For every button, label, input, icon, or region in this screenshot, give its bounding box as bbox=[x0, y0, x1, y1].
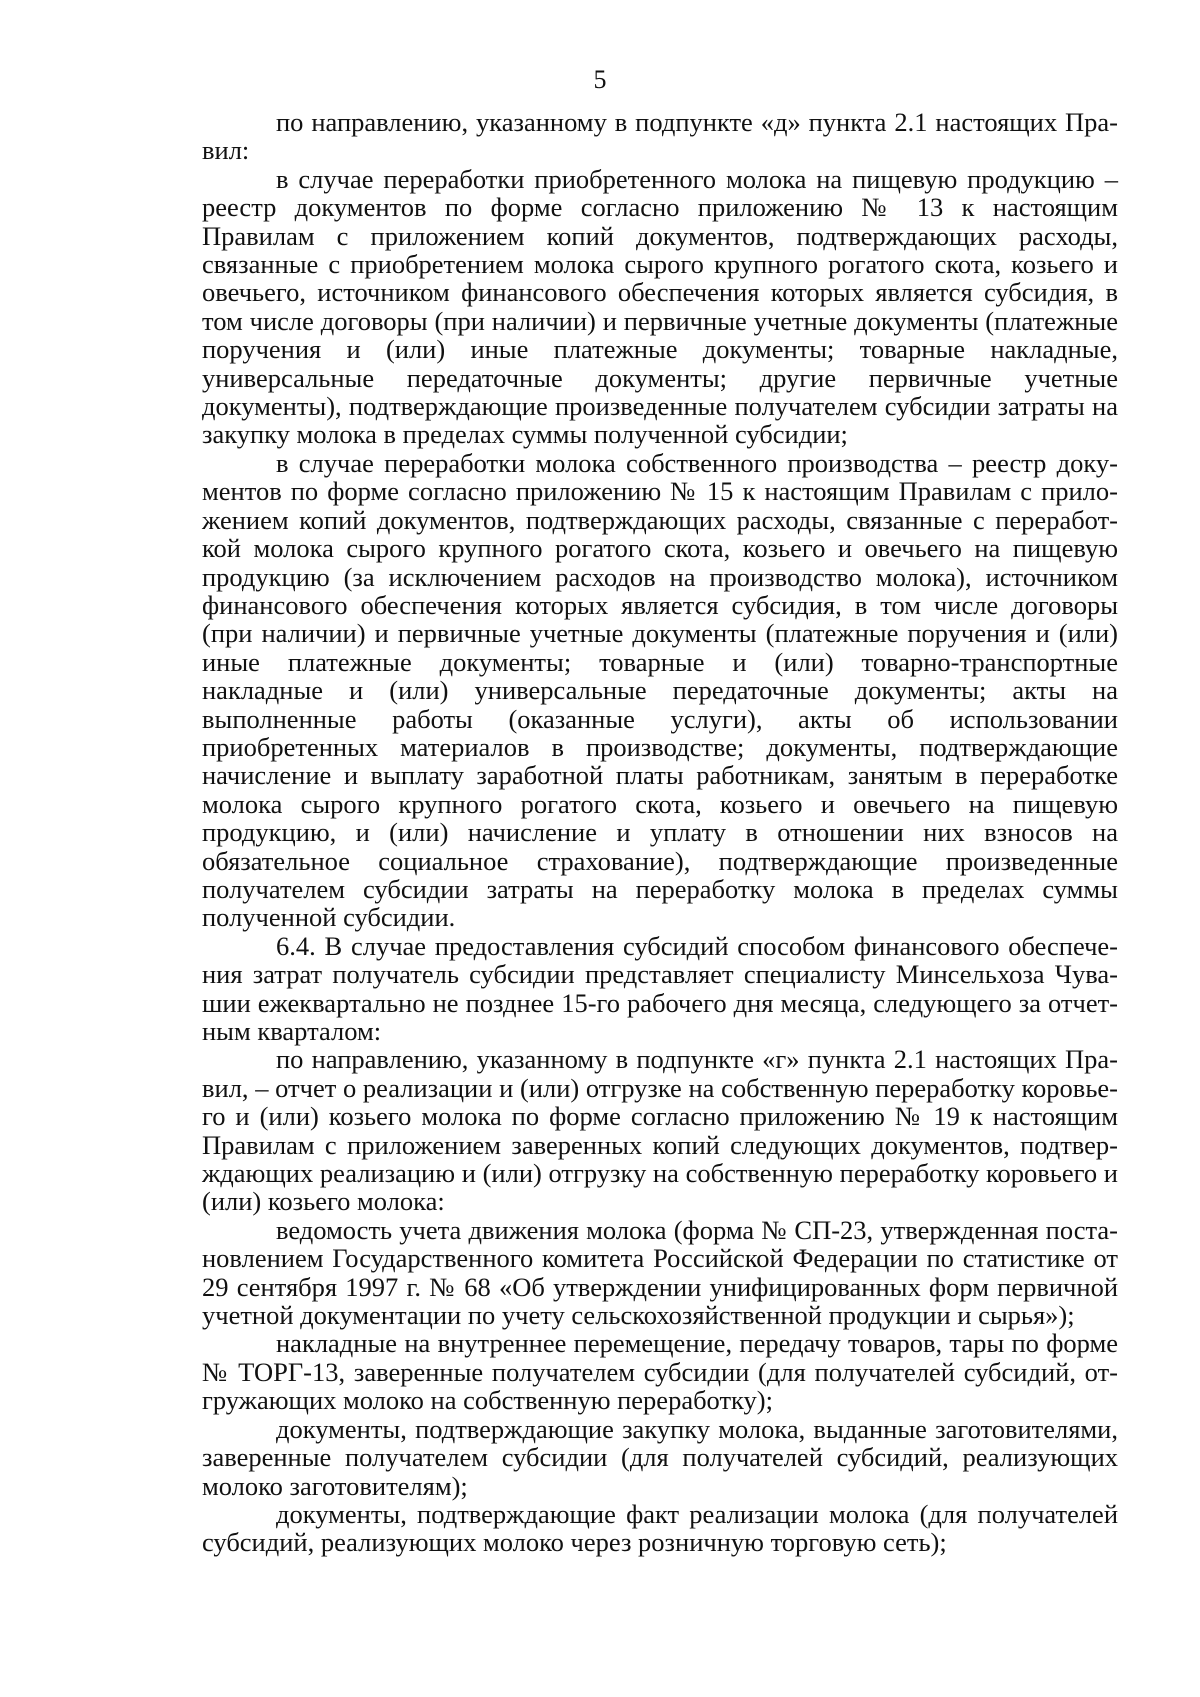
page-number: 5 bbox=[593, 65, 607, 94]
paragraph: накладные на внутреннее перемещение, передачу товаров, тары по форме № ТОРГ-13, заверенные получателем субсидии (для получателей субсидий, отгружающих молоко на собственную переработку); bbox=[202, 1328, 1118, 1416]
paragraph: в случае переработки молока собственного производства – реестр документов по форме согласно приложению № 15 к настоящим Правилам с приложением копий документов, подтверждающих расходы, связанные с переработкой молока сырого крупного рогатого скота, козьего и овечьего на пищевую продукцию (за исключением расходов на производство молока), источником финансового обеспечения которых является субсидия, в том числе договоры (при наличии) и первичные учетные документы (платежные поручения и (или) иные платежные документы; товарные и (или) товарно-транспортные накладные и (или) универсальные передаточные документы; акты на выполненные работы (оказанные услуги), акты об использовании приобретенных материалов в производстве; документы, подтверждающие начисление и выплату заработной платы работникам, занятым в переработке молока сырого крупного рогатого скота, козьего и овечьего на пищевую продукцию, и (или) начисление и уплату в отношении них взносов на обязательное социальное страхование), подтверждающие произведенные получателем субсидии затраты на переработку молока в пределах суммы полученной субсидии. bbox=[202, 447, 1118, 933]
paragraph: 6.4. В случае предоставления субсидий способом финансового обеспечения затрат получатель субсидии представляет специалисту Минсельхоза Чувашии ежеквартально не позднее 15-го рабочего дня месяца, следующего за отчетным кварталом: bbox=[202, 930, 1118, 1046]
paragraph: ведомость учета движения молока (форма № СП-23, утвержденная постановлением Государственного комитета Российской Федерации по статистике от 29 сентября 1997 г. № 68 «Об утверждении унифицированных форм первичной учетной документации по учету сельскохозяйственной продукции и сырья»); bbox=[202, 1214, 1118, 1331]
paragraph: документы, подтверждающие факт реализации молока (для получателей субсидий, реализующих молоко через розничную торговую сеть); bbox=[202, 1498, 1118, 1558]
paragraph: по направлению, указанному в подпункте «д» пункта 2.1 настоящих Правил: bbox=[202, 107, 1118, 166]
paragraph: по направлению, указанному в подпункте «г» пункта 2.1 настоящих Правил, – отчет о реализации и (или) отгрузке на собственную переработку коровьего и (или) козьего молока по форме согласно приложению № 19 к настоящим Правилам с приложением заверенных копий следующих документов, подтверждающих реализацию и (или) отгрузку на собственную переработку коровьего и (или) козьего молока: bbox=[202, 1044, 1118, 1217]
paragraph: в случае переработки приобретенного молока на пищевую продукцию – реестр документов по форме согласно приложению № 13 к настоящим Правилам с приложением копий документов, подтверждающих расходы, связанные с приобретением молока сырого крупного рогатого скота, козьего и овечьего, источником финансового обеспечения которых является субсидия, в том числе договоры (при наличии) и первичные учетные документы (платежные поручения и (или) иные платежные документы; товарные накладные, универсальные передаточные документы; другие первичные учетные документы), подтверждающие произведенные получателем субсидии затраты на закупку молока в пределах суммы полученной субсидии; bbox=[202, 163, 1118, 450]
document-body bbox=[202, 108, 1118, 1557]
paragraph: документы, подтверждающие закупку молока, выданные заготовителями, заверенные получателем субсидии (для получателей субсидий, реализующих молоко заготовителям); bbox=[202, 1413, 1118, 1501]
